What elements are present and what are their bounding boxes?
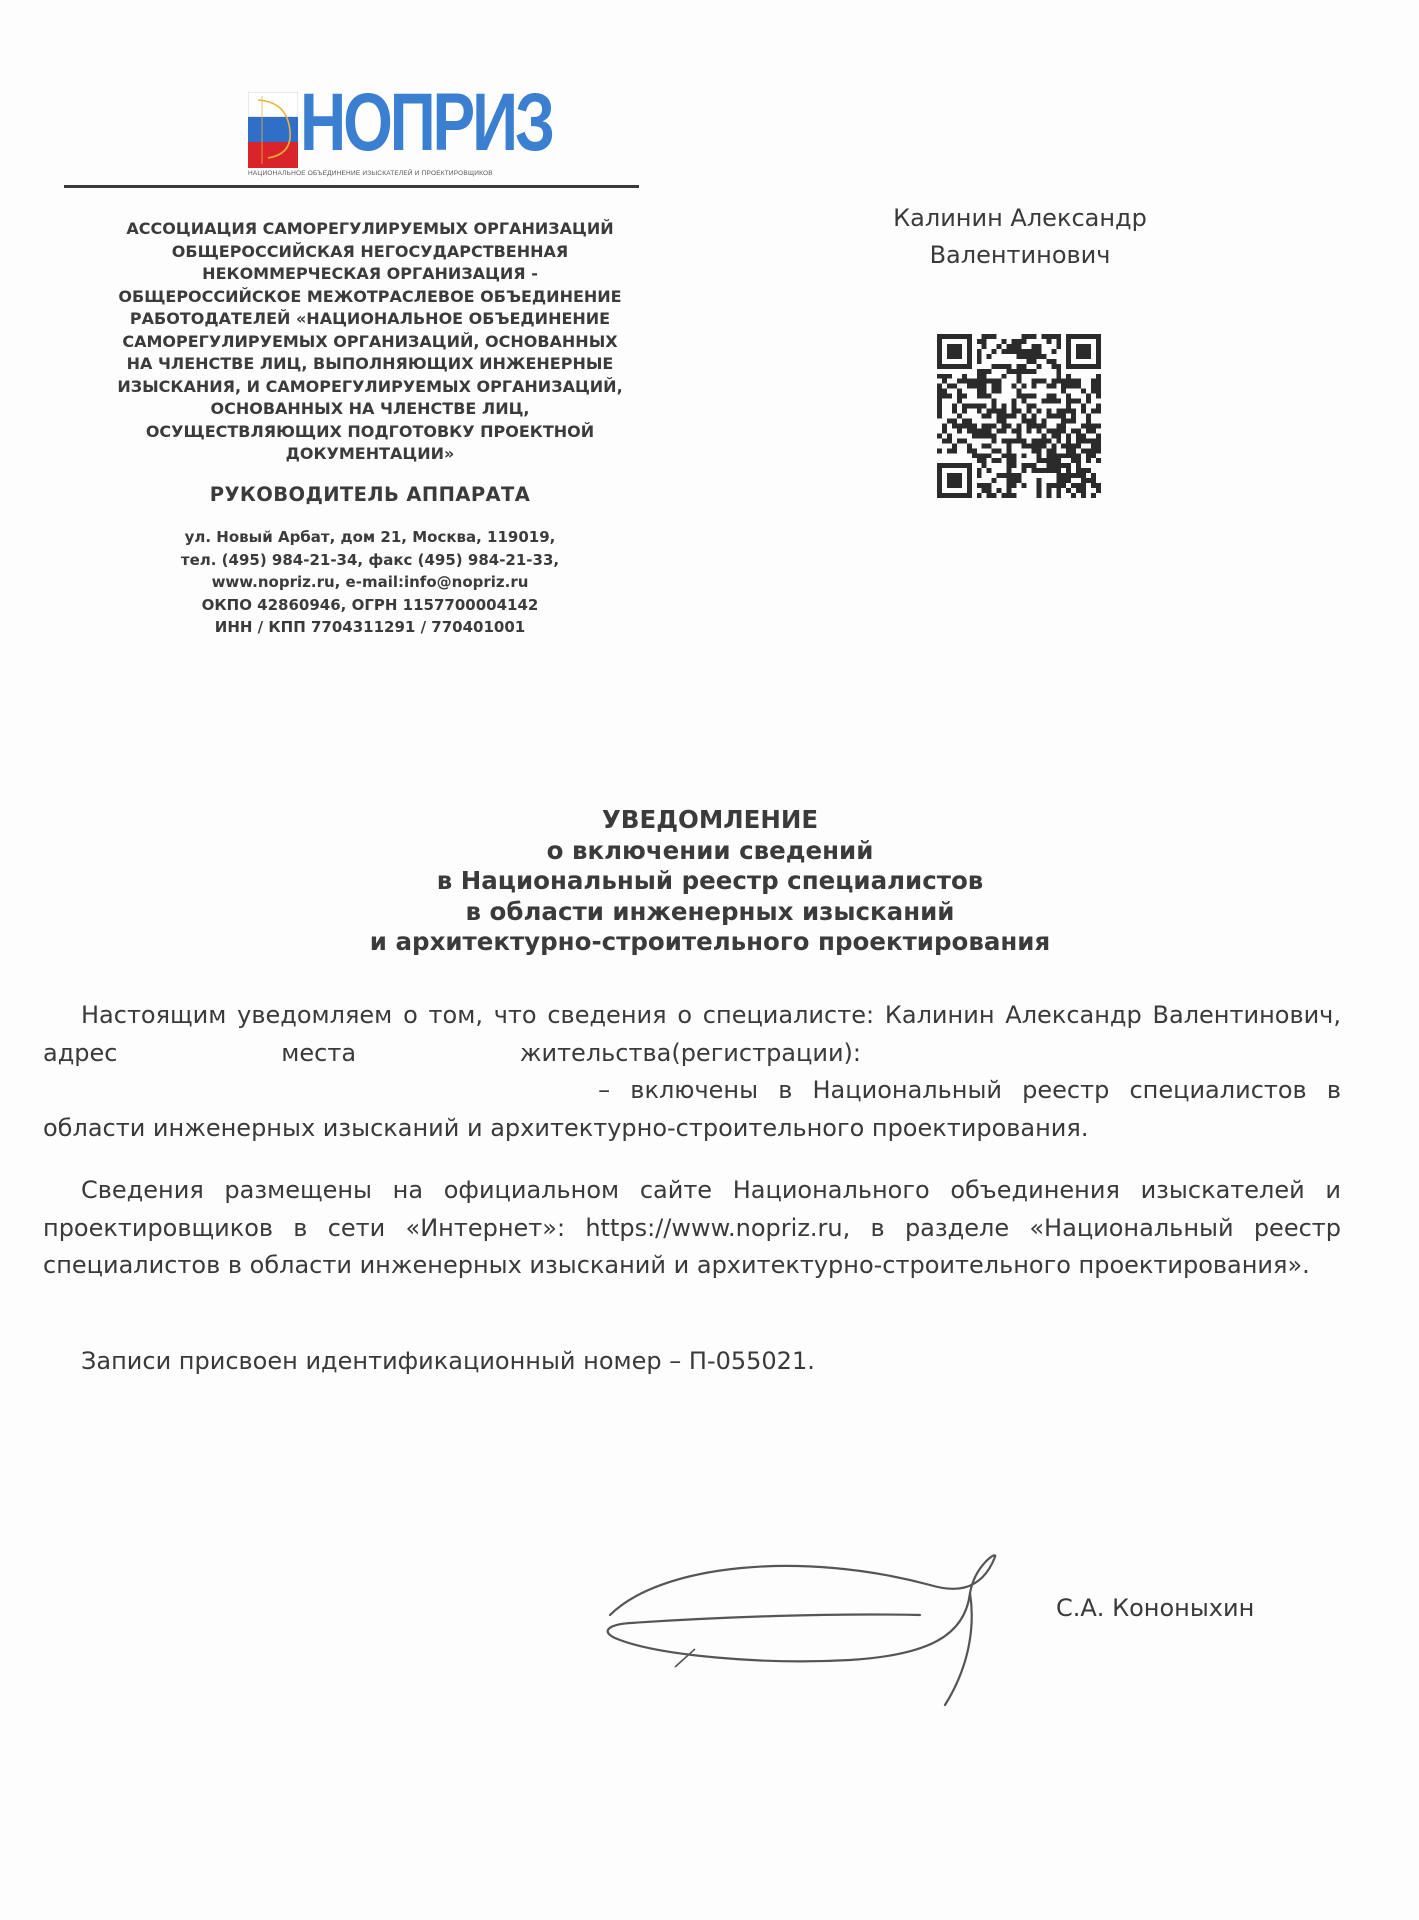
paragraph-notice-part1: Настоящим уведомляем о том, что сведения о специалисте: Калинин Александр Валентинович, адрес места жительства(регистрации): <box>43 1001 1341 1067</box>
signer-name: С.А. Кононыхин <box>1056 1594 1255 1622</box>
title-line: и архитектурно-строительного проектирования <box>369 927 1051 956</box>
handwritten-signature <box>600 1545 1020 1715</box>
org-line: ИЗЫСКАНИЯ, И САМОРЕГУЛИРУЕМЫХ ОРГАНИЗАЦИЙ, <box>117 376 623 396</box>
okpo-ogrn-line: ОКПО 42860946, ОГРН 1157700004142 <box>201 595 539 614</box>
paragraph-notice <box>43 997 1341 1147</box>
paragraph-id-number: Записи присвоен идентификационный номер – П-055021. <box>81 1347 815 1375</box>
org-line: НА ЧЛЕНСТВЕ ЛИЦ, ВЫПОЛНЯЮЩИХ ИНЖЕНЕРНЫЕ <box>126 354 614 373</box>
recipient-name <box>840 200 1200 274</box>
phone-line: тел. (495) 984-21-34, факс (495) 984-21-33, <box>180 550 560 569</box>
recipient-line: Калинин Александр <box>893 204 1147 232</box>
org-line: ОСНОВАННЫХ НА ЧЛЕНСТВЕ ЛИЦ, <box>210 399 530 418</box>
paragraph-website: Сведения размещены на официальном сайте Национального объединения изыскателей и проектировщиков в сети «Интернет»: https://www.nopriz.ru, в разделе «Национальный реестр специалистов в области инженерных изысканий и архитектурно-строительного проектирования». <box>43 1176 1341 1279</box>
address-line: ул. Новый Арбат, дом 21, Москва, 119019, <box>184 528 556 546</box>
org-line: ОБЩЕРОССИЙСКАЯ НЕГОСУДАРСТВЕННАЯ <box>171 241 569 261</box>
logo-wordmark: НОПРИЗ <box>300 77 552 168</box>
org-line: НЕКОММЕРЧЕСКАЯ ОРГАНИЗАЦИЯ - <box>202 264 538 283</box>
web-email-line: www.nopriz.ru, e-mail:info@nopriz.ru <box>211 573 529 591</box>
notice-title <box>150 805 1270 958</box>
qr-code-icon <box>937 334 1101 498</box>
org-line: РАБОТОДАТЕЛЕЙ «НАЦИОНАЛЬНОЕ ОБЪЕДИНЕНИЕ <box>129 309 611 328</box>
russian-flag-icon <box>248 92 298 168</box>
organization-name <box>60 218 680 466</box>
letterhead-rule <box>64 185 639 188</box>
recipient-line: Валентинович <box>929 241 1111 269</box>
org-line: САМОРЕГУЛИРУЕМЫХ ОРГАНИЗАЦИЙ, ОСНОВАННЫХ <box>122 331 618 351</box>
org-line: ОБЩЕРОССИЙСКОЕ МЕЖОТРАСЛЕВОЕ ОБЪЕДИНЕНИЕ <box>118 286 622 306</box>
contact-details <box>60 526 680 639</box>
office-title: РУКОВОДИТЕЛЬ АППАРАТА <box>209 483 531 506</box>
org-line: ДОКУМЕНТАЦИИ» <box>285 444 455 463</box>
org-line: ОСУЩЕСТВЛЯЮЩИХ ПОДГОТОВКУ ПРОЕКТНОЙ <box>145 421 595 441</box>
title-line: о включении сведений <box>546 835 874 865</box>
logo-subtitle: НАЦИОНАЛЬНОЕ ОБЪЕДИНЕНИЕ ИЗЫСКАТЕЛЕЙ И ПРОЕКТИРОВЩИКОВ <box>248 170 493 177</box>
title-line: в Национальный реестр специалистов <box>436 866 984 895</box>
title-line: УВЕДОМЛЕНИЕ <box>601 805 819 834</box>
paragraph-notice-part2: – включены в Национальный реестр специалистов в области инженерных изысканий и архитектурно-строительного проектирования. <box>43 1076 1341 1142</box>
title-line: в области инженерных изысканий <box>465 896 955 926</box>
inn-kpp-line: ИНН / КПП 7704311291 / 770401001 <box>214 618 526 636</box>
org-line: АССОЦИАЦИЯ САМОРЕГУЛИРУЕМЫХ ОРГАНИЗАЦИЙ <box>126 219 614 238</box>
